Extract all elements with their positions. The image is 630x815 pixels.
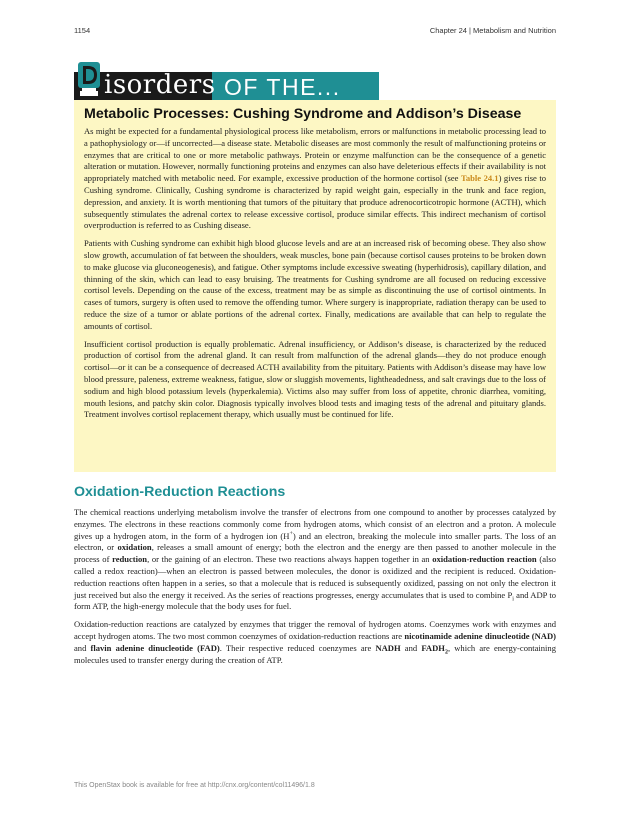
feature-paragraph-2: Patients with Cushing syndrome can exhibit high blood glucose levels and are at an increased risk of becoming obese. They also show slow growth, accumulation of fat between the shoulders, weak muscles, bone pain (because cortisol causes proteins to be broken down to make glucose via gluconeogenesis), and fatigue. Other symptoms include excessive sweating (hyperhidrosis), capillary dilation, and thinning of the skin, which can lead to easy bruising. The treatments for Cushing syndrome are all focused on reducing excessive cortisol levels. Depending on the cause of the excess, treatment may be as simple as discontinuing the use of cortisol ointments. In cases of tumors, surgery is often used to remove the offending tumor. Where surgery is inappropriate, radiation therapy can be used to reduce the size of a tumor or ablate portions of the adrenal cortex. Finally, medications are available that can help to regulate the amounts of cortisol. bbox=[84, 238, 546, 331]
term-oxidation: oxidation bbox=[117, 542, 152, 553]
term-nad: nicotinamide adenine dinucleotide (NAD) bbox=[404, 630, 556, 641]
chapter-header: Chapter 24 | Metabolism and Nutrition bbox=[429, 26, 556, 35]
feature-paragraph-1: As might be expected for a fundamental physiological process like metabolism, errors or malfunctions in metabolic processing lead to a pathophysiology or—if uncorrected—a disease state. Metabolic diseases are most commonly the result of malfunctioning proteins or enzymes that are critical to one or more metabolic pathways. Protein or enzyme malfunction can be the consequence of a genetic alteration or mutation. However, normally functioning proteins and enzymes can also have deleterious effects if their availability is not appropriately matched with metabolic need. For example, excessive production of the hormone cortisol (see Table 24.1) gives rise to Cushing syndrome. Clinically, Cushing syndrome is characterized by rapid weight gain, especially in the trunk and face region, depression, and anxiety. It is worth mentioning that tumors of the pituitary that produce adrenocorticotropic hormone (ACTH), which subsequently stimulates the adrenal cortex to release excessive cortisol, produce similar effects. This indirect mechanism of cortisol overproduction is referred to as Cushing disease. bbox=[84, 126, 546, 231]
feature-paragraph-3: Insufficient cortisol production is equally problematic. Adrenal insufficiency, or Addison’s disease, is characterized by the reduced production of cortisol from the adrenal gland. It can result from malfunction of the adrenal glands—they do not produce enough cortisol—or it can be a consequence of decreased ACTH availability from the pituitary. Patients with Addison’s disease may have low blood pressure, paleness, extreme weakness, fatigue, slow or sluggish movements, lightheadedness, and salt cravings due to the loss of sodium and high blood potassium levels (hyperkalemia). Victims also may suffer from loss of appetite, chronic diarrhea, vomiting, mouth lesions, and patchy skin color. Diagnosis typically involves blood tests and imaging tests of the adrenal and pituitary glands. Treatment involves cortisol replacement therapy, which usually must be continued for life. bbox=[84, 338, 546, 420]
feature-box bbox=[74, 100, 556, 472]
section-paragraph-2: Oxidation-reduction reactions are catalyzed by enzymes that trigger the removal of hydrogen atoms. Coenzymes work with enzymes and accept hydrogen atoms. The two most common coenzymes of oxidation-reduction reactions are nicotinamide adenine dinucleotide (NAD) and flavin adenine dinucleotide (FAD). Their respective reduced coenzymes are NADH and $FADH_2$, which are energy-containing molecules used to transfer energy during the creation of ATP. bbox=[74, 619, 556, 665]
term-oxidation-reduction-reaction: oxidation-reduction reaction bbox=[432, 554, 537, 565]
footer-note: This OpenStax book is available for free at http://cnx.org/content/col11496/1.8 bbox=[74, 782, 315, 789]
section-paragraph-1: The chemical reactions underlying metabolism involve the transfer of electrons from one compound to another by processes catalyzed by enzymes. The electrons in these reactions commonly come from hydrogen atoms, which consist of an electron and a proton. A molecule gives up a hydrogen atom, in the form of a hydrogen ion (H+) and an electron, breaking the molecule into smaller parts. The loss of an electron, or oxidation, releases a small amount of energy; both the electron and the energy are then passed to another molecule in the process of reduction, or the gaining of an electron. These two reactions always happen together in an oxidation-reduction reaction (also called a redox reaction)—when an electron is passed between molecules, the donor is oxidized and the recipient is reduced. Oxidation-reduction reactions often happen in a series, so that a molecule that is reduced is subsequently oxidized, passing on not only the electron it just received but also the energy it received. As the series of reactions progresses, energy accumulates that is used to combine $P_i$ and ADP to form ATP, the high-energy molecule that the body uses for fuel. bbox=[74, 507, 557, 612]
table-link[interactable]: Table 24.1 bbox=[460, 173, 499, 184]
term-nadh: NADH bbox=[375, 642, 401, 653]
banner-suffix: OF THE... bbox=[224, 74, 341, 100]
feature-title: Metabolic Processes: Cushing Syndrome and Addison’s Disease bbox=[84, 106, 522, 122]
term-fad: flavin adenine dinucleotide (FAD) bbox=[90, 642, 220, 653]
banner-word: isorders bbox=[104, 70, 216, 100]
term-fadh2: $FADH_2$ bbox=[421, 642, 448, 656]
page-number: 1154 bbox=[74, 26, 91, 35]
section-title: Oxidation-Reduction Reactions bbox=[74, 484, 286, 500]
microscope-d-logo-icon bbox=[78, 58, 104, 100]
section-body bbox=[74, 507, 556, 672]
term-reduction: reduction bbox=[112, 554, 148, 565]
feature-body bbox=[84, 126, 546, 427]
disorders-banner bbox=[74, 58, 379, 100]
